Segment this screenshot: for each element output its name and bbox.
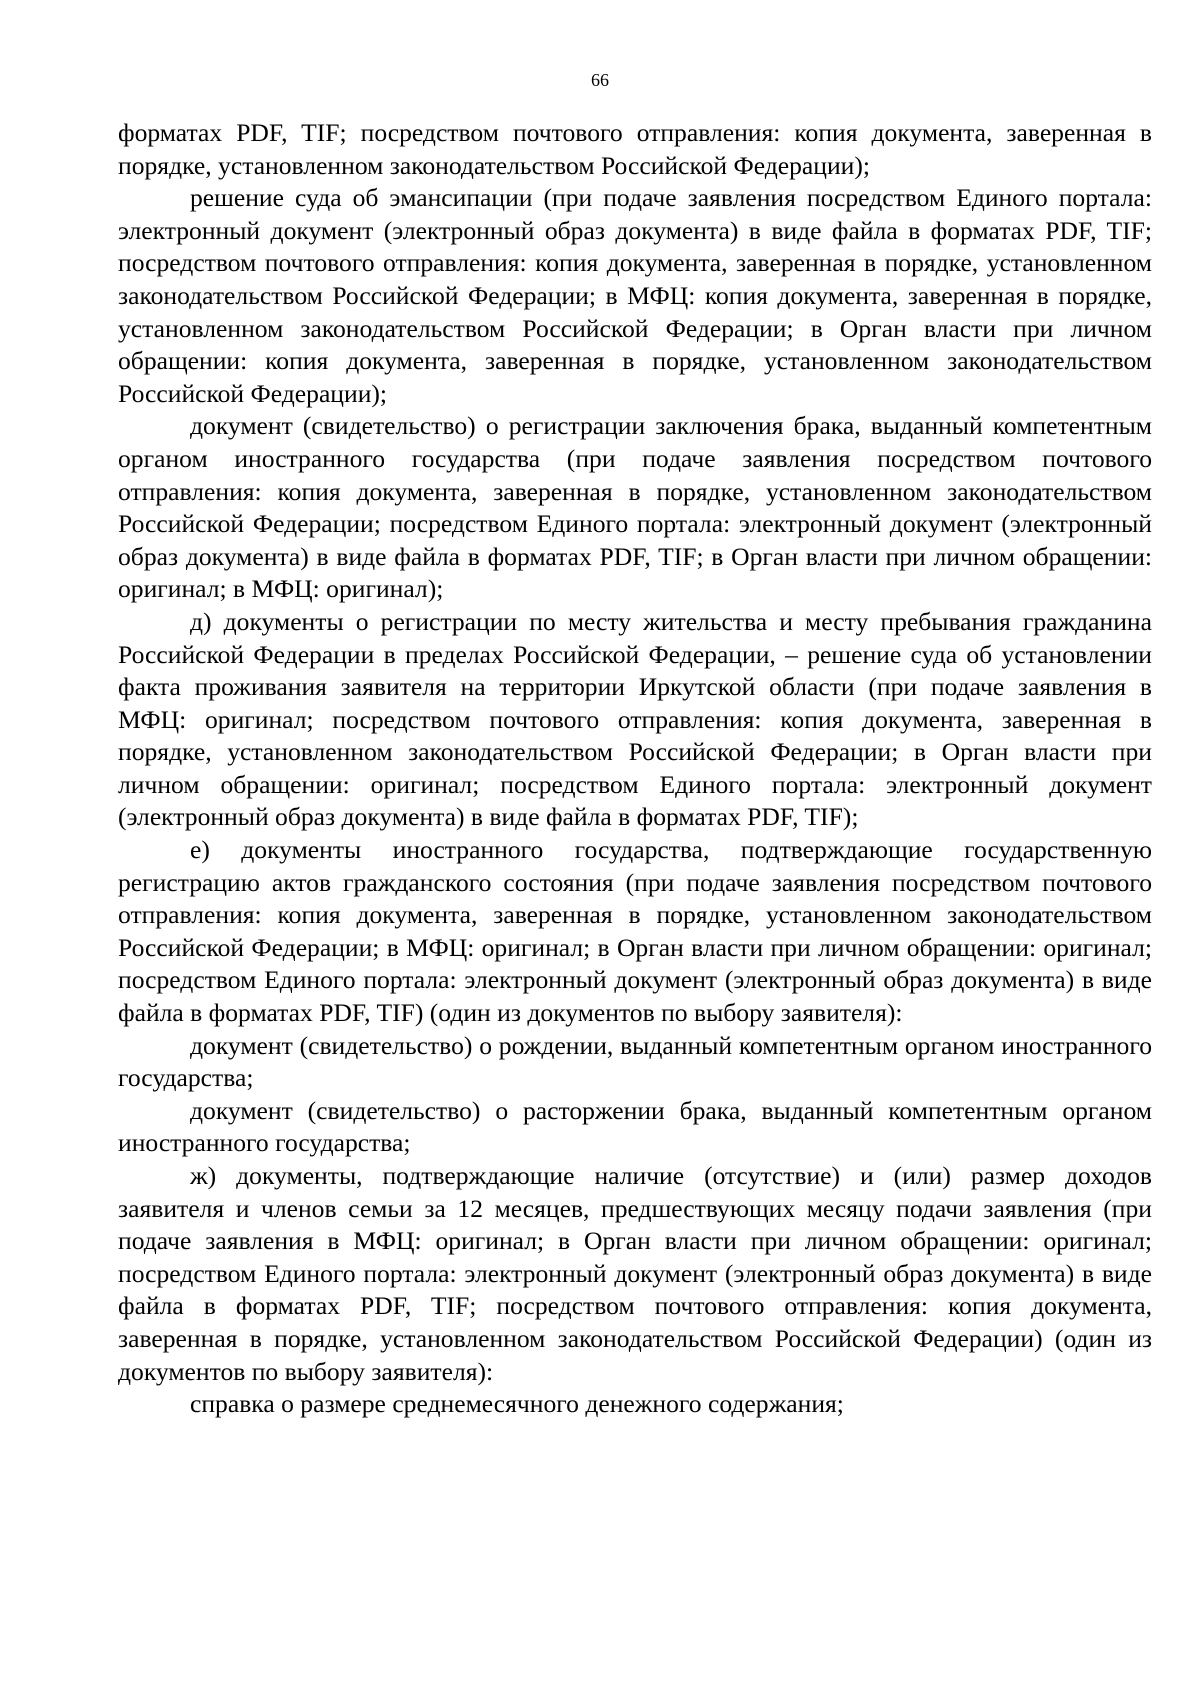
- page-number: 66: [591, 70, 609, 90]
- document-body: [118, 117, 1152, 1421]
- paragraph-item-e-foreign-documents: е) документы иностранного государства, подтверждающие государственную регистрацию актов гражданского состояния (при подаче заявления посредством почтового отправления: копия документа, заверенная в порядке, установленном законодательством Российской Федерации; в МФЦ: оригинал; в Орган власти при личном обращении: оригинал; посредством Единого портала: электронный документ (электронный образ документа) в виде файла в форматах PDF, TIF) (один из документов по выбору заявителя):: [118, 835, 1152, 1028]
- paragraph-continuation: форматах PDF, TIF; посредством почтового отправления: копия документа, заверенная в порядке, установленном законодательством Российской Федерации);: [118, 118, 1152, 180]
- paragraph-marriage-certificate: документ (свидетельство) о регистрации заключения брака, выданный компетентным органом иностранного государства (при подаче заявления посредством почтового отправления: копия документа, заверенная в порядке, установленном законодательством Российской Федерации; посредством Единого портала: электронный документ (электронный образ документа) в виде файла в форматах PDF, TIF; в Орган власти при личном обращении: оригинал; в МФЦ: оригинал);: [118, 411, 1152, 604]
- paragraph-item-d-registration: д) документы о регистрации по месту жительства и месту пребывания гражданина Российской Федерации в пределах Российской Федерации, – решение суда об установлении факта проживания заявителя на территории Иркутской области (при подаче заявления в МФЦ: оригинал; посредством почтового отправления: копия документа, заверенная в порядке, установленном законодательством Российской Федерации; в Орган власти при личном обращении: оригинал; посредством Единого портала: электронный документ (электронный образ документа) в виде файла в форматах PDF, TIF);: [118, 606, 1152, 832]
- paragraph-birth-certificate: документ (свидетельство) о рождении, выданный компетентным органом иностранного государства;: [118, 1030, 1152, 1093]
- paragraph-emancipation: решение суда об эмансипации (при подаче заявления посредством Единого портала: электронный документ (электронный образ документа) в виде файла в форматах PDF, TIF; посредством почтового отправления: копия документа, заверенная в порядке, установленном законодательством Российской Федерации; в МФЦ: копия документа, заверенная в порядке, установленном законодательством Российской Федерации; в Орган власти при личном обращении: копия документа, заверенная в порядке, установленном законодательством Российской Федерации);: [118, 183, 1152, 408]
- paragraph-item-zh-income: ж) документы, подтверждающие наличие (отсутствие) и (или) размер доходов заявителя и членов семьи за 12 месяцев, предшествующих месяцу подачи заявления (при подаче заявления в МФЦ: оригинал; в Орган власти при личном обращении: оригинал; посредством Единого портала: электронный документ (электронный образ документа) в виде файла в форматах PDF, TIF; посредством почтового отправления: копия документа, заверенная в порядке, установленном законодательством Российской Федерации) (один из документов по выбору заявителя):: [118, 1161, 1152, 1386]
- paragraph-divorce-certificate: документ (свидетельство) о расторжении брака, выданный компетентным органом иностранного государства;: [118, 1095, 1152, 1158]
- paragraph-salary-certificate: справка о размере среднемесячного денежного содержания;: [190, 1389, 844, 1419]
